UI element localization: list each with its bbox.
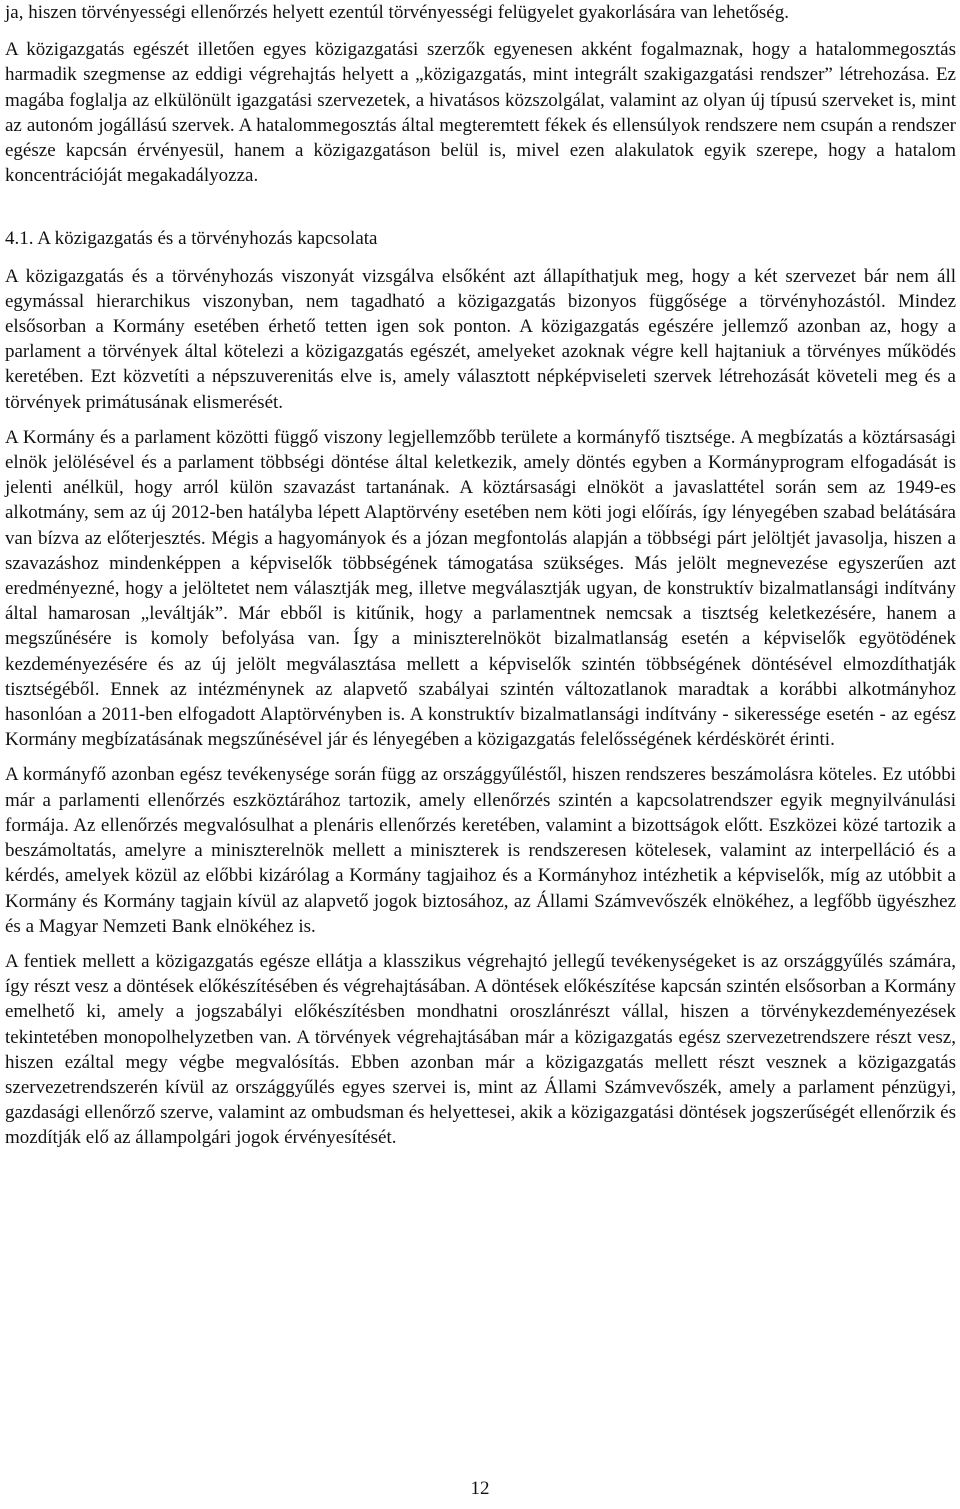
document-page: [5, 0, 956, 1151]
paragraph: A közigazgatás és a törvényhozás viszonyát vizsgálva elsőként azt állapíthatjuk meg, hogy a két szervezet bár nem áll egymással hierarchikus viszonyban, nem tagadható a közigazgatás bizonyos függősége a törvényhozástól. Mindez elsősorban a Kormány esetében érhető tetten igen sok ponton. A közigazgatás egészére jellemző azonban az, hogy a parlament a törvények által kötelezi a közigazgatás egészét, amelyeket azoknak végre kell hajtaniuk a törvényes működés keretében. Ezt közvetíti a népszuverenitás elve is, amely választott népképviseleti szervek létrehozását követeli meg és a törvények primátusának elismerését.: [5, 265, 956, 413]
paragraph: A közigazgatás egészét illetően egyes közigazgatási szerzők egyenesen akként fogalmaznak, hogy a hatalommegosztás harmadik szegmense az eddigi végrehajtás helyett a „közigazgatás, mint integrált szakigazgatási rendszer” létrehozása. Ez magába foglalja az elkülönült igazgatási szervezetek, a hivatásos közszolgálat, valamint az olyan új típusú szerveket is, mint az autonóm jogállású szervek. A hatalommegosztás által megteremtett fékek és ellensúlyok rendszere nem csupán a rendszer egésze kapcsán érvényesül, hanem a közigazgatáson belül is, mivel ezen alakulatok egyik szerepe, hogy a hatalom koncentrációját megakadályozza.: [5, 39, 956, 187]
paragraph: A fentiek mellett a közigazgatás egésze ellátja a klasszikus végrehajtó jellegű tevékenységeket is az országgyűlés számára, így részt vesz a döntések előkészítésében és végrehajtásában. A döntések előkészítése kapcsán szintén elsősorban a Kormány emelhető ki, amely a jogszabályi előkészítésben mondhatni oroszlánrészt vállal, hiszen a törvénykezdeményezések tekintetében monopolhelyzetben van. A törvények végrehajtásában már a közigazgatás egész szervezetrendszere részt vesz, hiszen ezáltal megy végbe megvalósítás. Ebben azonban már a közigazgatás mellett részt vesznek a közigazgatás szervezetrendszerén kívül az országgyűlés egyes szervei is, mint az Állami Számvevőszék, amely a parlament pénzügyi, gazdasági ellenőrző szerve, valamint az ombudsman és helyettesei, akik a közigazgatási döntések jogszerűségét ellenőrzik és mozdítják elő az állampolgári jogok érvényesítését.: [5, 950, 956, 1149]
page-number: 12: [470, 1478, 490, 1499]
section-heading: 4.1. A közigazgatás és a törvényhozás kapcsolata: [5, 228, 378, 250]
paragraph: A Kormány és a parlament közötti függő viszony legjellemzőbb területe a kormányfő tisztsége. A megbízatás a köztársasági elnök jelölésével és a parlament többségi döntése által keletkezik, amely döntés egyben a Kormányprogram elfogadását is jelenti anélkül, hogy arról külön szavazást tartanának. A köztársasági elnököt a javaslattétel során sem az 1949-es alkotmány, sem az új 2012-ben hatályba lépett Alaptörvény esetében nem köti jogi előírás, így lényegében szabad belátására van bízva az előterjesztés. Mégis a hagyományok és a józan megfontolás alapján a többségi párt jelöltjét javasolja, hiszen a szavazáshoz mindenképpen a képviselők többségének támogatása szükséges. Más jelölt megnevezése egyszerűen azt eredményezné, hogy a jelöltetet nem választják meg, illetve megválasztják ugyan, de konstruktív bizalmatlansági indítvány által hamarosan „leváltják”. Már ebből is kitűnik, hogy a parlamentnek nemcsak a tisztség keletkezésére, hanem a megszűnésére is komoly befolyása van. Így a miniszterelnököt bizalmatlanság esetén a képviselők egyötödének kezdeményezésére és az új jelölt megválasztása mellett a képviselők szintén többségének döntésével elmozdíthatják tisztségéből. Ennek az intézménynek az alapvető szabályai szintén változatlanok maradtak a korábbi alkotmányhoz hasonlóan a 2011-ben elfogadott Alaptörvényben is. A konstruktív bizalmatlansági indítvány - sikeressége esetén - az egész Kormány megbízatásának megszűnésével jár és lényegében a közigazgatás felelősségének kérdéskörét érinti.: [5, 426, 956, 751]
paragraph: ja, hiszen törvényességi ellenőrzés helyett ezentúl törvényességi felügyelet gyakorlására van lehetőség.: [5, 2, 789, 23]
paragraph: A kormányfő azonban egész tevékenysége során függ az országgyűléstől, hiszen rendszeres beszámolásra köteles. Ez utóbbi már a parlamenti ellenőrzés eszköztárához tartozik, amely ellenőrzés szintén a kapcsolatrendszer egyik megnyilvánulási formája. Az ellenőrzés megvalósulhat a plenáris ellenőrzés keretében, valamint a bizottságok előtt. Eszközei közé tartozik a beszámoltatás, amelyre a miniszterelnök mellett a miniszterek is rendszeresen kötelesek, valamint az interpelláció és a kérdés, amelyek közül az előbbi kizárólag a Kormány tagjaihoz és a Kormányhoz intézhetik a képviselők, míg az utóbbit a Kormány és Kormány tagjain kívül az alapvető jogok biztosához, az Állami Számvevőszék elnökéhez, a legfőbb ügyészhez és a Magyar Nemzeti Bank elnökéhez is.: [5, 764, 956, 937]
